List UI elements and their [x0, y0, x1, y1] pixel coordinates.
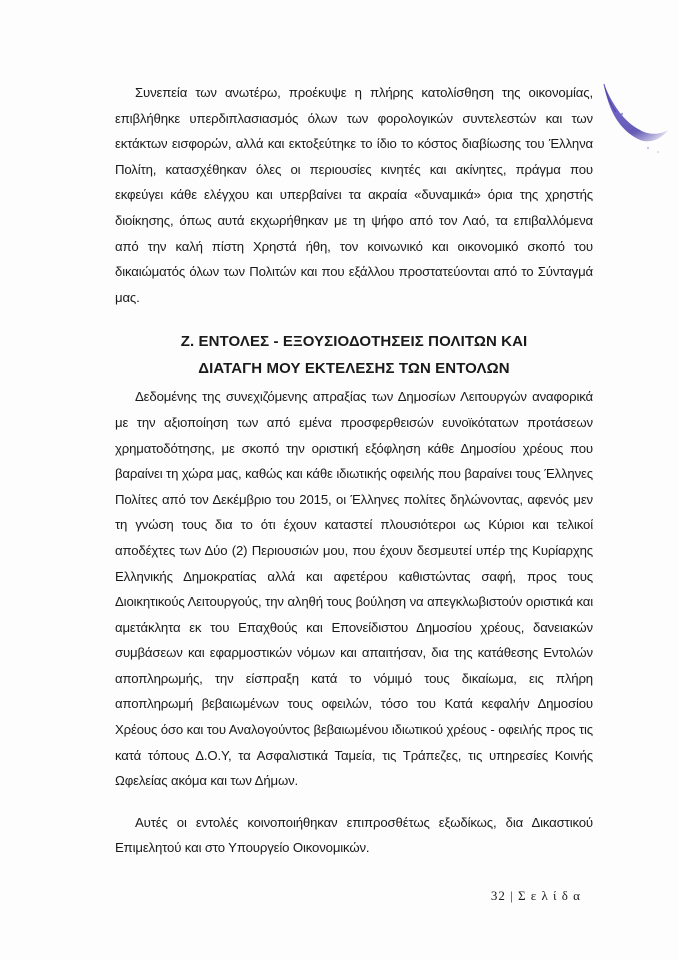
section-heading-line-2: ΔΙΑΤΑΓΗ ΜΟΥ ΕΚΤΕΛΕΣΗΣ ΤΩΝ ΕΝΤΟΛΩΝ: [198, 360, 510, 378]
paragraph-intro: Συνεπεία των ανωτέρω, προέκυψε η πλήρης κατολίσθηση της οικονομίας, επιβλήθηκε υπερδιπλασιασμός όλων των φορολογικών συντελεστών και των εκτάκτων εισφορών, αλλά και εκτοξεύτηκε το ίδιο το κόστος διαβίωσης του Έλληνα Πολίτη, κατασχέθηκαν όλες οι περιουσίες κινητές και ακίνητες, πράγμα που εκφεύγει κάθε ελέγχου και υπερβαίνει τα ακραία «δυναμικά» όρια της χρηστής διοίκησης, όπως αυτά εκχωρήθηκαν με τη ψήφο από τον Λαό, τα επιβαλλόμενα από την καλή πίστη Χρηστά ήθη, τον κοινωνικό και οικονομικό σκοπό του δικαιώματός όλων των Πολιτών και που εξάλλου προστατεύονται από το Σύνταγμά μας.: [115, 85, 593, 305]
paragraph-mandates: Δεδομένης της συνεχιζόμενης απραξίας των Δημοσίων Λειτουργών αναφορικά με την αξιοποίηση των από εμένα προσφερθεισών ευνοϊκότατων προτάσεων χρηματοδότησης, με σκοπό την οριστική εξόφληση κάθε Δημοσίου χρέους που βαραίνει τη χώρα μας, καθώς και κάθε ιδιωτικής οφειλής που βαραίνει τους Έλληνες Πολίτες από τον Δεκέμβριο του 2015, οι Έλληνες πολίτες δηλώνοντας, αφενός μεν τη γνώση τους δια το ότι έχουν καταστεί πλουσιότεροι ως Κύριοι και τελικοί αποδέχτες των Δύο (2) Περιουσιών μου, που έχουν δεσμευτεί υπέρ της Κυρίαρχης Ελληνικής Δημοκρατίας αλλά και αφετέρου καθιστώντας σαφή, προς τους Διοικητικούς Λειτουργούς, την αληθή τους βούληση να απεγκλωβιστούν οριστικά και αμετάκλητα εκ του Επαχθούς και Επονείδιστου Δημοσίου χρέους, δανειακών συμβάσεων και εφαρμοστικών νόμων και απαιτήσαν, δια της κατάθεσης Εντολών αποπληρωμής, την είσπραξη κατά το νόμιμό τους δικαίωμα, εις πλήρη αποπληρωμή βεβαιωμένων τους οφειλών, τόσο του Κατά κεφαλήν Δημοσίου Χρέους όσο και του Αναλογούντος βεβαιωμένου ιδιωτικού χρέους - οφειλής προς τις κατά τόπους Δ.Ο.Υ, τα Ασφαλιστικά Ταμεία, τις Τράπεζες, τις υπηρεσίες Κοινής Ωφελείας ακόμα και των Δήμων.: [115, 389, 593, 789]
section-heading-line-1: Ζ. ΕΝΤΟΛΕΣ - ΕΞΟΥΣΙΟΔΟΤΗΣΕΙΣ ΠΟΛΙΤΩΝ ΚΑΙ: [180, 333, 528, 351]
section-heading: [115, 328, 593, 382]
document-body: [115, 80, 593, 861]
page-number: 32 | Σ ε λ ί δ α: [490, 888, 581, 903]
paragraph-notification: Αυτές οι εντολές κοινοποιήθηκαν επιπροσθέτως εξωδίκως, δια Δικαστικού Επιμελητού και στο Υπουργείο Οικονομικών.: [115, 814, 593, 856]
ink-stamp-mark: [600, 78, 670, 168]
